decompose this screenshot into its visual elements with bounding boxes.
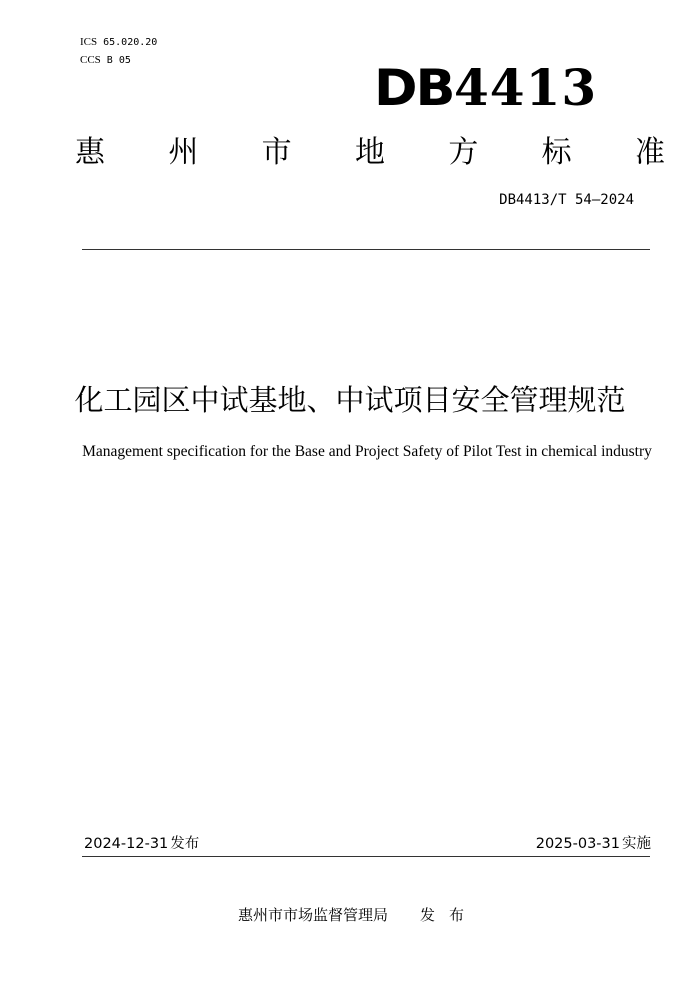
bottom-divider [82, 856, 650, 857]
standard-kind-char: 方 [448, 135, 479, 170]
ics-label: ICS [80, 36, 98, 48]
issuer-name: 惠州市市场监督管理局 [238, 906, 389, 924]
implement-date-line [536, 834, 651, 854]
ccs-classification [80, 53, 131, 68]
standard-code-number: 4413 [454, 58, 598, 117]
standard-kind-heading [70, 133, 670, 177]
standard-kind-char: 地 [354, 135, 385, 170]
issuer-action: 发布 [420, 906, 479, 924]
title-chinese: 化工园区中试基地、中试项目安全管理规范 [74, 383, 626, 417]
ics-code: 65.020.20 [103, 37, 158, 48]
standard-kind-char: 标 [541, 135, 572, 170]
ccs-code: B 05 [106, 55, 131, 66]
standard-kind-char: 市 [261, 135, 292, 170]
ics-classification [80, 35, 157, 50]
ccs-label: CCS [80, 54, 101, 66]
publish-date-line [84, 834, 199, 854]
title-english: Management specification for the Base and Project Safety of Pilot Test in chemical industry [82, 443, 652, 460]
standard-kind-char: 准 [634, 135, 665, 170]
implement-date: 2025-03-31 [535, 836, 620, 852]
top-divider [82, 249, 650, 250]
standard-code-logo [374, 56, 604, 120]
issuer-line [238, 904, 478, 926]
publish-label: 发布 [170, 836, 200, 852]
standard-code-prefix: DB [374, 59, 454, 117]
standard-kind-char: 惠 [75, 135, 105, 170]
standard-kind-char: 州 [168, 135, 199, 170]
implement-label: 实施 [622, 836, 651, 852]
publish-date: 2024-12-31 [84, 836, 169, 852]
standard-number: DB4413/T 54—2024 [499, 192, 634, 208]
